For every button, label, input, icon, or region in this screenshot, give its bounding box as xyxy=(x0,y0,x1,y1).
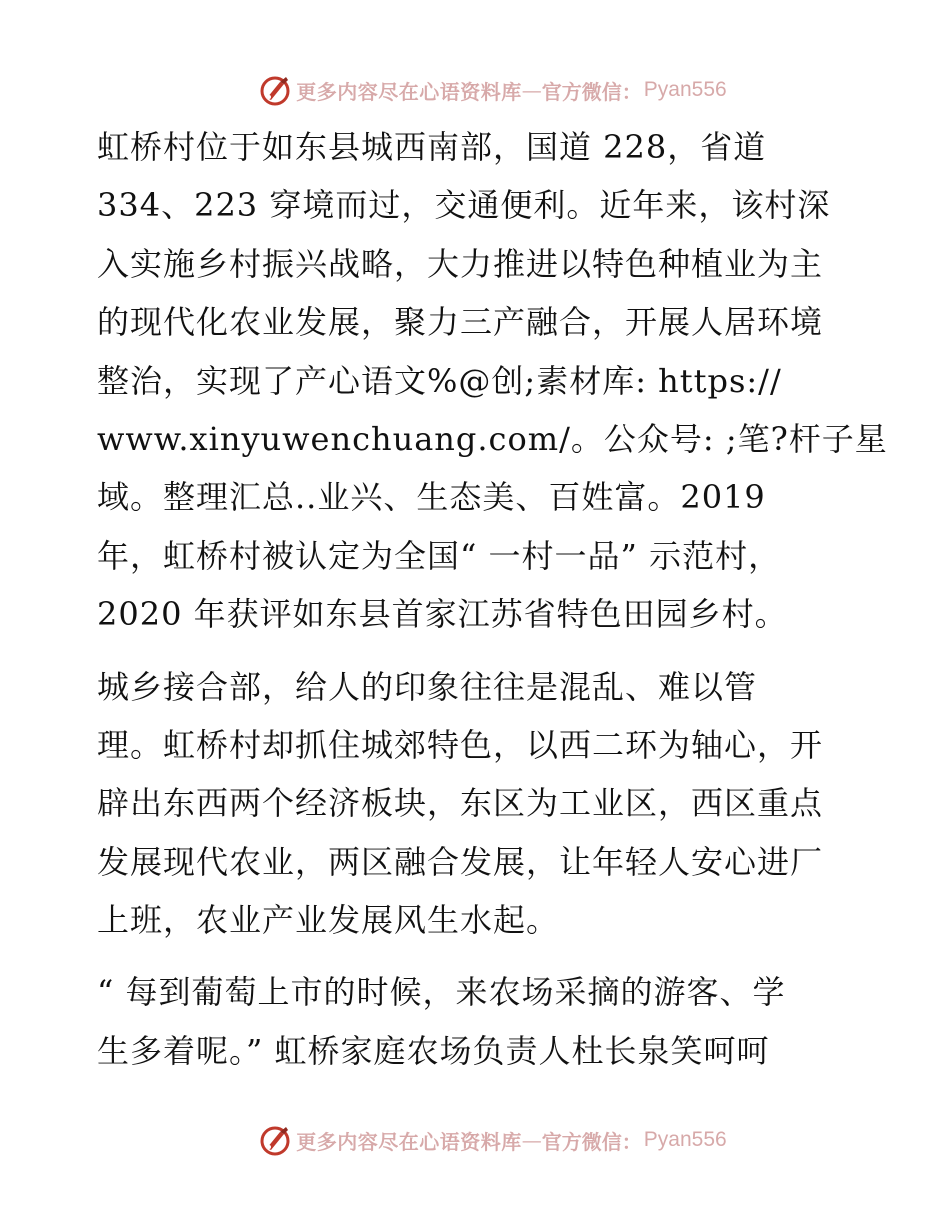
watermark-separator: — xyxy=(521,78,542,102)
paragraph-2 xyxy=(97,658,857,950)
document-body xyxy=(97,118,888,1094)
text-line: 上班，农业产业发展风生水起。 xyxy=(97,901,560,940)
text-line: www.xinyuwenchuang.com/。公众号: ;笔?杆子星 xyxy=(97,419,888,458)
watermark-separator: — xyxy=(521,1128,542,1152)
text-line: 城乡接合部，给人的印象往往是混乱、难以管 xyxy=(97,667,758,706)
watermark-brand-text: 更多内容尽在心语资料库 xyxy=(296,79,522,104)
watermark-wechat-label: 官方微信： xyxy=(541,79,642,104)
text-line: 334、223 穿境而过，交通便利。近年来，该村深 xyxy=(97,186,831,225)
text-line: 生多着呢。” 虹桥家庭农场负责人杜长泉笑呵呵 xyxy=(97,1031,770,1070)
text-line: 整治，实现了产心语文%@创;素材库: https:// xyxy=(97,361,782,400)
watermark-wechat-label: 官方微信： xyxy=(541,1129,642,1154)
watermark-wechat-id: Pyan556 xyxy=(643,1128,727,1151)
text-line: 2020 年获评如东县首家江苏省特色田园乡村。 xyxy=(97,595,788,634)
text-line: 辟出东西两个经济板块，东区为工业区，西区重点 xyxy=(97,784,824,823)
watermark-group xyxy=(258,73,726,107)
paragraph-1 xyxy=(97,118,888,644)
footer-watermark xyxy=(0,1120,950,1160)
paragraph-3 xyxy=(97,963,857,1080)
text-line: 的现代化农业发展，聚力三产融合，开展人居环境 xyxy=(97,303,824,342)
watermark-wechat-id: Pyan556 xyxy=(643,78,727,101)
text-line: 年，虹桥村被认定为全国“ 一村一品” 示范村， xyxy=(97,536,782,575)
text-line: 理。虹桥村却抓住城郊特色，以西二环为轴心，开 xyxy=(97,725,824,764)
quill-logo-icon xyxy=(258,73,292,107)
text-line: 入实施乡村振兴战略，大力推进以特色种植业为主 xyxy=(97,244,824,283)
text-line: “ 每到葡萄上市的时候，来农场采摘的游客、学 xyxy=(97,973,786,1012)
watermark-group xyxy=(258,1123,726,1157)
quill-logo-icon xyxy=(258,1123,292,1157)
text-line: 虹桥村位于如东县城西南部，国道 228，省道 xyxy=(97,128,767,166)
header-watermark xyxy=(0,70,950,110)
text-line: 发展现代农业，两区融合发展，让年轻人安心进厂 xyxy=(97,842,824,881)
watermark-brand-text: 更多内容尽在心语资料库 xyxy=(296,1129,522,1154)
text-line: 域。整理汇总..业兴、生态美、百姓富。2019 xyxy=(97,478,766,517)
